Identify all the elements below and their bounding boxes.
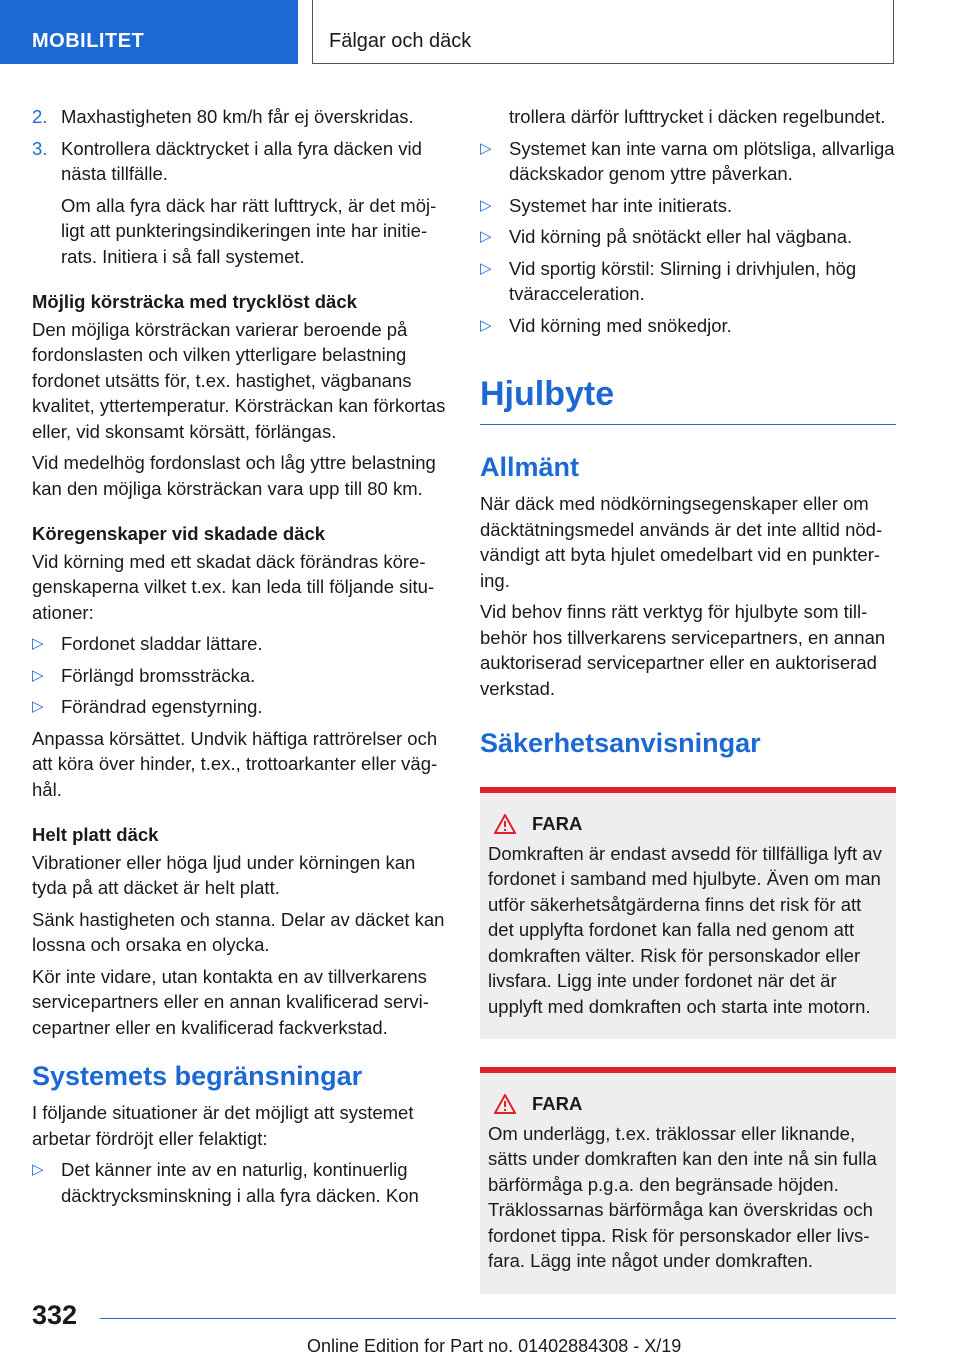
step-number: 2. [32,106,48,127]
triangle-bullet-icon: ▷ [32,666,44,684]
range-paragraph-2: Vid medelhög fordonslast och låg yttre belastning kan den möjliga körsträckan vara upp till 80 km. [32,452,436,499]
edition-note: Online Edition for Part no. 01402884308 - X/19 [307,1336,682,1356]
list-item-text: Systemet har inte initierats. [509,194,733,216]
warning-text: Domkraften är endast avsedd för tillfälliga lyft av fordonet i samband med hjulbyte. Även om man utför säkerhetsåtgärderna finns det risk för att det upplyfta fordonet kan falla ned genom att domkraften välter. Risk för personskador eller livsfara. Ligg inte under fordonet när det är upplyft med domkraften och starta inte motorn. [488,842,882,1017]
list-item-text: Fordonet sladdar lättare. [61,633,263,654]
list-item [480,256,896,307]
step-number: 3. [32,137,48,159]
step-3-note: Om alla fyra däck har rätt lufttryck, är det möjligt att punkteringsindikeringen inte har initierats. Initiera i så fall systemet. [61,194,437,267]
triangle-bullet-icon: ▷ [480,196,492,214]
step-2 [32,104,448,130]
warning-triangle-icon [494,814,516,834]
step-text: Kontrollera däcktrycket i alla fyra däcken vid nästa tillfälle. [61,137,422,184]
drive-paragraph-2: Anpassa körsättet. Undvik häftiga rattrörelser och att köra över hinder, t.ex., trottoarkanter eller väghål. [32,727,438,800]
list-item-text: Förändrad egenstyrning. [61,696,263,717]
range-paragraph: Den möjliga körsträckan varierar beroende på fordonslasten och vilken ytterligare belastning fordonet utsätts för, t.ex. hastighet, vägbanans kvalitet, yttertemperatur. Körsträckan kan förkortas eller, vid skonsamt körsätt, förlängas. [32,318,446,442]
step-3 [32,136,448,187]
list-item [480,224,896,250]
drive-heading: Köregenskaper vid skadade däck [32,523,326,544]
list-item [32,1157,448,1208]
flat-paragraph-2: Sänk hastigheten och stanna. Delar av däcket kan lossna och orsaka en olycka. [32,908,445,955]
general-paragraph-2: Vid behov finns rätt verktyg för hjulbyte som tillbehör hos tillverkarens servicepartners, en annan auktoriserad servicepartner eller en auktoriserad verkstad. [480,601,886,699]
list-item [480,136,896,187]
footer-divider [100,1318,896,1319]
triangle-bullet-icon: ▷ [32,635,44,652]
warning-text: Om underlägg, t.ex. träklossar eller liknande, sätts under domkraften kan den inte nå sin fulla bärförmåga p.g.a. den begränsade höjden. Träklossarnas bärförmåga kan överskridas och fordonet tippa. Risk för personskador eller livsfara. Lägg inte något under domkraften. [488,1122,877,1271]
flat-paragraph-3: Kör inte vidare, utan kontakta en av tillverkarens servicepartners eller en annan kvalificerad servicepartner eller en kvalificerad fackverkstad. [32,965,429,1038]
list-item [32,631,448,657]
warning-box [480,1067,896,1294]
wheel-change-heading: Hjulbyte [480,374,896,425]
page-number: 332 [32,1300,78,1330]
list-item [480,313,896,339]
list-item [32,694,448,720]
page-title: Fälgar och däck [312,0,894,64]
triangle-bullet-icon: ▷ [32,698,44,715]
warning-label: FARA [532,1093,583,1114]
drive-paragraph: Vid körning med ett skadat däck förändras köregenskaperna vilket t.ex. kan leda till följande situationer: [32,550,435,623]
flat-paragraph: Vibrationer eller höga ljud under körningen kan tyda på att däcket är helt platt. [32,851,416,898]
warning-box [480,787,896,1039]
list-item-text: Vid sportig körstil: Slirning i drivhjulen, hög tväracceleration. [509,257,857,304]
warning-triangle-icon [494,1094,516,1114]
list-item-continued: trollera därför lufttrycket i däcken regelbundet. [509,106,886,127]
list-item-text: Det känner inte av en naturlig, kontinuerlig däcktrycksminskning i alla fyra däcken. Kon [61,1159,419,1206]
left-column [32,104,448,1214]
triangle-bullet-icon: ▷ [480,316,492,334]
right-column [480,104,896,1294]
general-paragraph: När däck med nödkörningsegenskaper eller om däcktätningsmedel används är det inte alltid nödvändigt att byta hjulet omedelbart vid en punktering. [480,493,883,591]
limits-paragraph: I följande situationer är det möjligt att systemet arbetar fördröjt eller felaktigt: [32,1102,414,1149]
warning-title [488,811,888,837]
list-item-text: Förlängd bromssträcka. [61,664,256,686]
range-heading: Möjlig körsträcka med trycklöst däck [32,291,357,312]
triangle-bullet-icon: ▷ [480,228,492,245]
safety-heading: Säkerhetsanvisningar [480,728,761,758]
triangle-bullet-icon: ▷ [480,139,492,157]
list-item-text: Vid körning med snökedjor. [509,314,732,336]
list-item-text: Vid körning på snötäckt eller hal vägbana. [509,226,853,247]
section-tab: MOBILITET [0,0,298,64]
step-text: Maxhastigheten 80 km/h får ej överskridas. [61,106,414,127]
flat-heading: Helt platt däck [32,824,159,845]
triangle-bullet-icon: ▷ [32,1161,44,1178]
general-heading: Allmänt [480,452,580,482]
list-item [480,193,896,219]
list-item-text: Systemet kan inte varna om plötsliga, allvarliga däckskador genom yttre påverkan. [509,137,895,184]
list-item [32,663,448,689]
warning-label: FARA [532,813,583,834]
warning-title [488,1091,888,1117]
triangle-bullet-icon: ▷ [480,259,492,277]
limits-heading: Systemets begränsningar [32,1061,363,1091]
